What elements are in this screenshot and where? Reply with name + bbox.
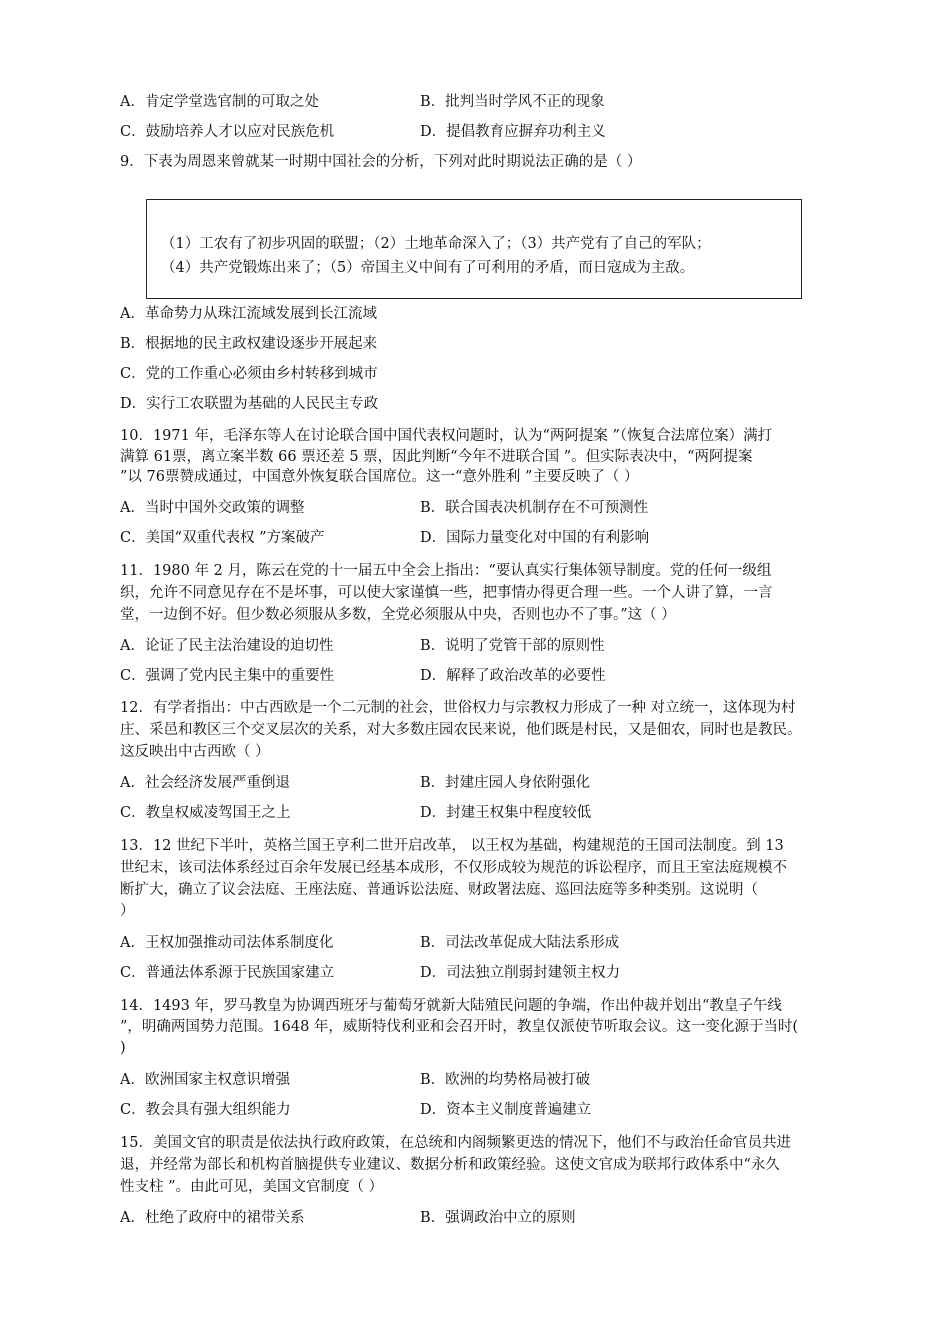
q9-option-a: A．革命势力从珠江流域发展到长江流域 <box>120 306 377 322</box>
q15-stem-line-2: 退，并经常为部长和机构首脑提供专业建议、数据分析和政策经验。这使文官成为联邦行政体系中“永久 <box>120 1157 780 1173</box>
q9-option-d: D．实行工农联盟为基础的人民民主专政 <box>120 396 379 412</box>
q14-option-c: C．教会具有强大组织能力 <box>120 1102 291 1118</box>
q10-option-b: B．联合国表决机制存在不可预测性 <box>420 500 649 516</box>
q12-stem-line-3: 这反映出中古西欧（ ） <box>120 744 270 760</box>
q15-stem-line-3: 性支柱 ”。由此可见，美国文官制度（ ） <box>120 1179 384 1195</box>
q12-stem-line-2: 庄、采邑和教区三个交叉层次的关系，对大多数庄园农民来说，他们既是村民，又是佃农，同时也是教民。 <box>120 722 802 738</box>
q11-option-b: B．说明了党管干部的原则性 <box>420 638 605 654</box>
q13-stem-line-1: 13．12 世纪下半叶，英格兰国王亨利二世开启改革， 以王权为基础，构建规范的王国司法制度。到 13 <box>120 838 784 854</box>
q11-option-a: A．论证了民主法治建设的迫切性 <box>120 638 334 654</box>
q13-stem-line-4: ） <box>120 903 135 919</box>
q13-option-b: B．司法改革促成大陆法系形成 <box>420 935 620 951</box>
q10-option-c: C．美国“双重代表权 ”方案破产 <box>120 530 325 546</box>
q14-option-a: A．欧洲国家主权意识增强 <box>120 1072 290 1088</box>
q10-option-a: A．当时中国外交政策的调整 <box>120 500 305 516</box>
q12-option-b: B．封建庄园人身依附强化 <box>420 775 591 791</box>
q8-option-b: B．批判当时学风不正的现象 <box>420 94 605 110</box>
q13-option-a: A．王权加强推动司法体系制度化 <box>120 935 334 951</box>
q14-option-d: D．资本主义制度普遍建立 <box>420 1102 592 1118</box>
q12-option-c: C．教皇权威凌驾国王之上 <box>120 805 291 821</box>
q13-stem-line-3: 断扩大，确立了议会法庭、王座法庭、普通诉讼法庭、财政署法庭、巡回法庭等多种类别。这说明（ <box>120 882 758 898</box>
q13-stem-line-2: 世纪末，该司法体系经过百余年发展已经基本成形，不仅形成较为规范的诉讼程序，而且王室法庭规模不 <box>120 860 787 876</box>
q9-option-b: B．根据地的民主政权建设逐步开展起来 <box>120 336 378 352</box>
q10-option-d: D．国际力量变化对中国的有利影响 <box>420 530 650 546</box>
q13-option-d: D．司法独立削弱封建领主权力 <box>420 965 621 981</box>
q11-option-c: C．强调了党内民主集中的重要性 <box>120 668 335 684</box>
q9-quote-line-1: （1）工农有了初步巩固的联盟；（2）土地革命深入了；（3）共产党有了自己的军队； <box>161 236 711 252</box>
q11-stem-line-1: 11．1980 年 2 月，陈云在党的十一届五中全会上指出：“要认真实行集体领导制度。党的任何一级组 <box>120 563 772 579</box>
q15-stem-line-1: 15．美国文官的职责是依法执行政府政策，在总统和内阁频繁更迭的情况下，他们不与政治任命官员共进 <box>120 1135 791 1151</box>
q8-option-a: A．肯定学堂选官制的可取之处 <box>120 94 319 110</box>
q11-stem-line-2: 织，允许不同意见存在不是坏事，可以使大家谨慎一些，把事情办得更合理一些。一个人讲了算，一言 <box>120 585 773 601</box>
q8-option-d: D．提倡教育应摒弃功利主义 <box>420 124 606 140</box>
q9-quote-box <box>146 199 802 299</box>
q15-option-b: B．强调政治中立的原则 <box>420 1210 576 1226</box>
q15-option-a: A．杜绝了政府中的裙带关系 <box>120 1210 305 1226</box>
q14-stem-line-1: 14．1493 年，罗马教皇为协调西班牙与葡萄牙就新大陆殖民问题的争端，作出仲裁并划出“教皇子午线 <box>120 998 782 1014</box>
q9-option-c: C．党的工作重心必须由乡村转移到城市 <box>120 366 378 382</box>
q10-stem-line-1: 10．1971 年，毛泽东等人在讨论联合国中国代表权问题时，认为“两阿提案 ”（恢复合法席位案）满打 <box>120 428 773 444</box>
q11-option-d: D．解释了政治改革的必要性 <box>420 668 606 684</box>
q13-option-c: C．普通法体系源于民族国家建立 <box>120 965 335 981</box>
q8-option-c: C．鼓励培养人才以应对民族危机 <box>120 124 335 140</box>
q9-stem: 9．下表为周恩来曾就某一时期中国社会的分析，下列对此时期说法正确的是（ ） <box>120 154 642 170</box>
q10-stem-line-3: ”以 76票赞成通过，中国意外恢复联合国席位。这一“意外胜利 ”主要反映了（ ） <box>120 469 639 485</box>
q12-option-d: D．封建王权集中程度较低 <box>420 805 592 821</box>
q10-stem-line-2: 满算 61票，离立案半数 66 票还差 5 票，因此判断“今年不进联合国 ”。但实际表决中，“两阿提案 <box>120 449 753 465</box>
q14-option-b: B．欧洲的均势格局被打破 <box>420 1072 591 1088</box>
q14-stem-line-3: ) <box>120 1040 126 1056</box>
q12-option-a: A．社会经济发展严重倒退 <box>120 775 290 791</box>
q14-stem-line-2: ”，明确两国势力范围。1648 年，威斯特伐利亚和会召开时，教皇仅派使节听取会议。这一变化源于当时( <box>120 1019 799 1035</box>
q11-stem-line-3: 堂，一边倒不好。但少数必须服从多数，全党必须服从中央，否则也办不了事。”这（ ） <box>120 607 676 623</box>
q9-quote-line-2: （4）共产党锻炼出来了；（5）帝国主义中间有了可利用的矛盾，而日寇成为主敌。 <box>161 260 695 276</box>
q12-stem-line-1: 12．有学者指出：中古西欧是一个二元制的社会，世俗权力与宗教权力形成了一种 对立统一，这体现为村 <box>120 700 796 716</box>
